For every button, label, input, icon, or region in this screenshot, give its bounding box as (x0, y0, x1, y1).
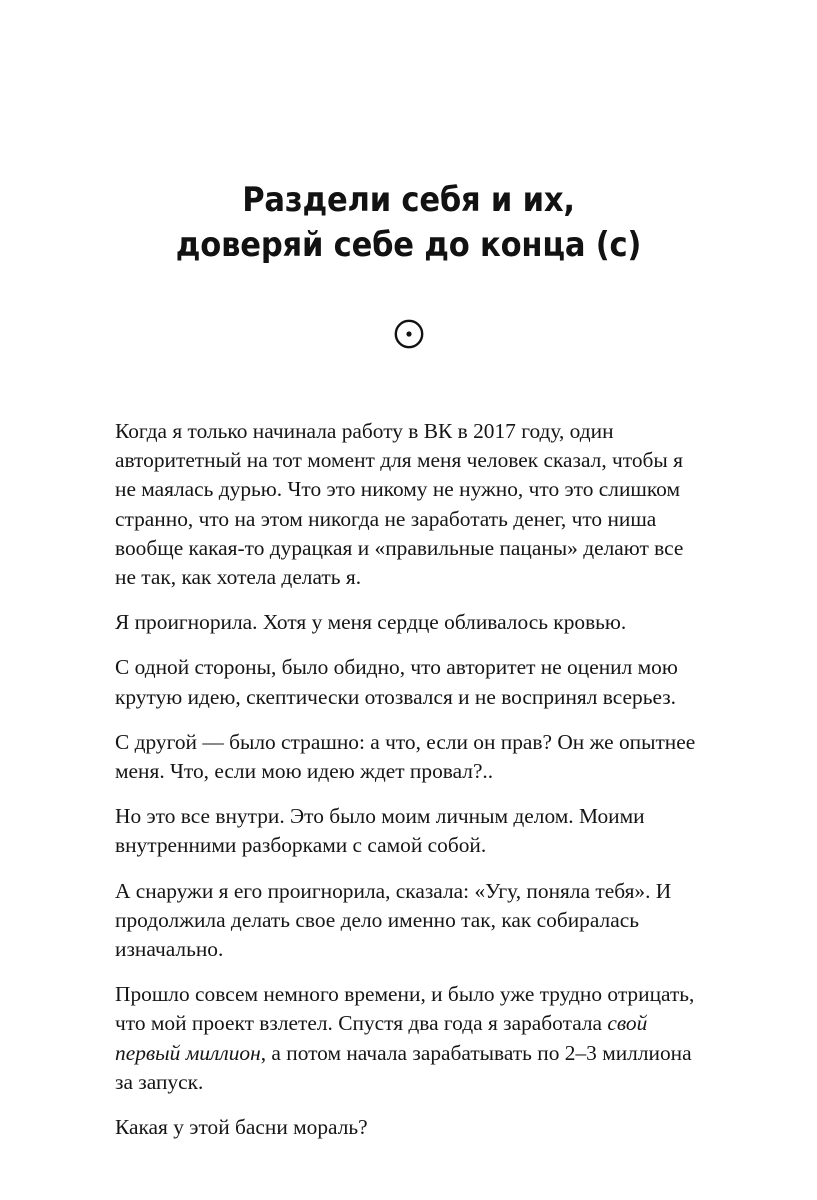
body-paragraph (115, 653, 704, 711)
circled-dot-ornament-icon (0, 317, 817, 351)
text-run: А снаружи я его проигнорила, сказала: «Угу, поняла тебя». И продолжила делать свое дело именно так, как собиралась изначально. (115, 878, 672, 962)
text-run: Я проигнорила. Хотя у меня сердце обливалось кровью. (115, 610, 627, 635)
text-run: С одной стороны, было обидно, что авторитет не оценил мою крутую идею, скептически отозвался и не воспринял всерьез. (115, 655, 678, 709)
body-paragraph (115, 802, 704, 860)
page-title-line-2: доверяй себе до конца (с) (175, 224, 642, 265)
body-paragraph (115, 417, 704, 592)
text-run: , а потом начала зарабатывать по 2–3 миллиона за запуск. (115, 1040, 692, 1094)
page-title-line-1: Раздели себя и их, (242, 179, 575, 220)
emphasized-text: свой первый миллион (115, 1011, 648, 1065)
body-paragraph (115, 980, 704, 1097)
body-text (115, 417, 704, 1142)
text-run: Прошло совсем немного времени, и было уже трудно отрицать, что мой проект взлетел. Спустя два года я заработала (115, 982, 695, 1036)
text-run: Какая у этой басни мораль? (115, 1115, 368, 1140)
page-title (0, 178, 817, 268)
text-run: С другой — было страшно: а что, если он прав? Он же опытнее меня. Что, если мою идею ждет провал?.. (115, 729, 696, 784)
body-paragraph (115, 1113, 704, 1142)
text-run: Но это все внутри. Это было моим личным делом. Моими внутренними разборками с самой собой. (115, 804, 645, 858)
text-run: Когда я только начинала работу в ВК в 2017 году, один авторитетный на тот момент для меня человек сказал, чтобы я не маялась дурью. Что это никому не нужно, что это слишком странно, что на этом никогда не заработать денег, что ниша вообще какая-то дурацкая и «правильные пацаны» делают все не так, как хотела делать я. (115, 419, 684, 590)
body-paragraph (115, 608, 704, 637)
body-paragraph (115, 877, 704, 965)
body-paragraph (115, 728, 704, 786)
